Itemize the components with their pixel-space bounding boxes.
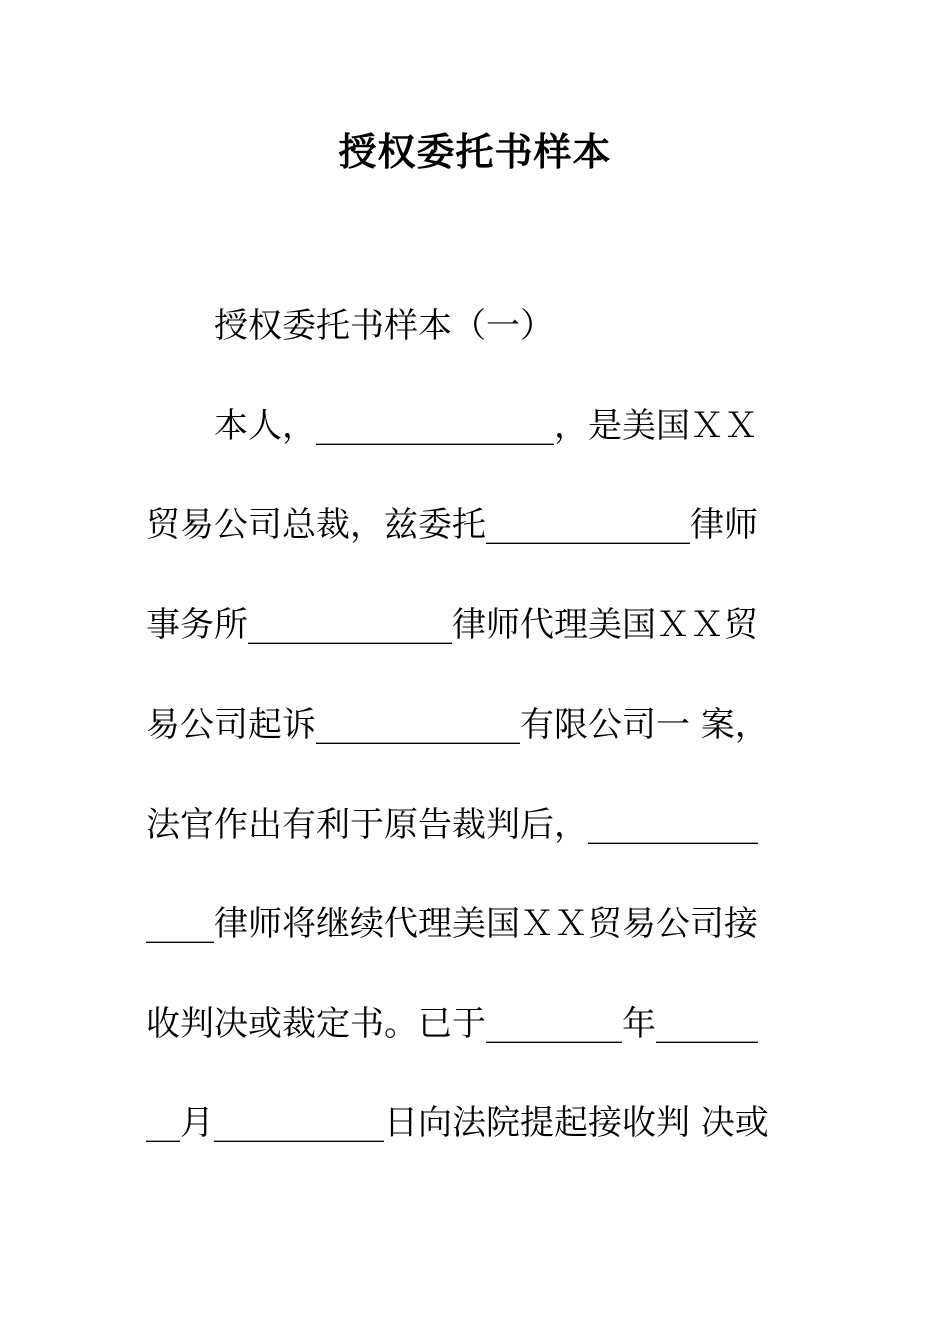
body-line-1: 本人，______________，是美国ＸＸ [214,406,758,446]
body-line-3: 事务所____________律师代理美国ＸＸ贸 [146,605,758,645]
body-line-7: 收判决或裁定书。已于________年______ [146,1004,758,1044]
body-line-8: __月__________日向法院提起接收判 决或 [146,1103,769,1143]
body-line-2: 贸易公司总裁，兹委托____________律师 [146,505,758,545]
body-line-4: 易公司起诉____________有限公司一 案， [146,705,769,745]
body-line-6: ____律师将继续代理美国ＸＸ贸易公司接 [146,904,758,944]
section-heading: 授权委托书样本（一） [214,306,554,346]
document-title: 授权委托书样本 [338,130,612,174]
body-line-5: 法官作出有利于原告裁判后，__________ [146,805,758,845]
